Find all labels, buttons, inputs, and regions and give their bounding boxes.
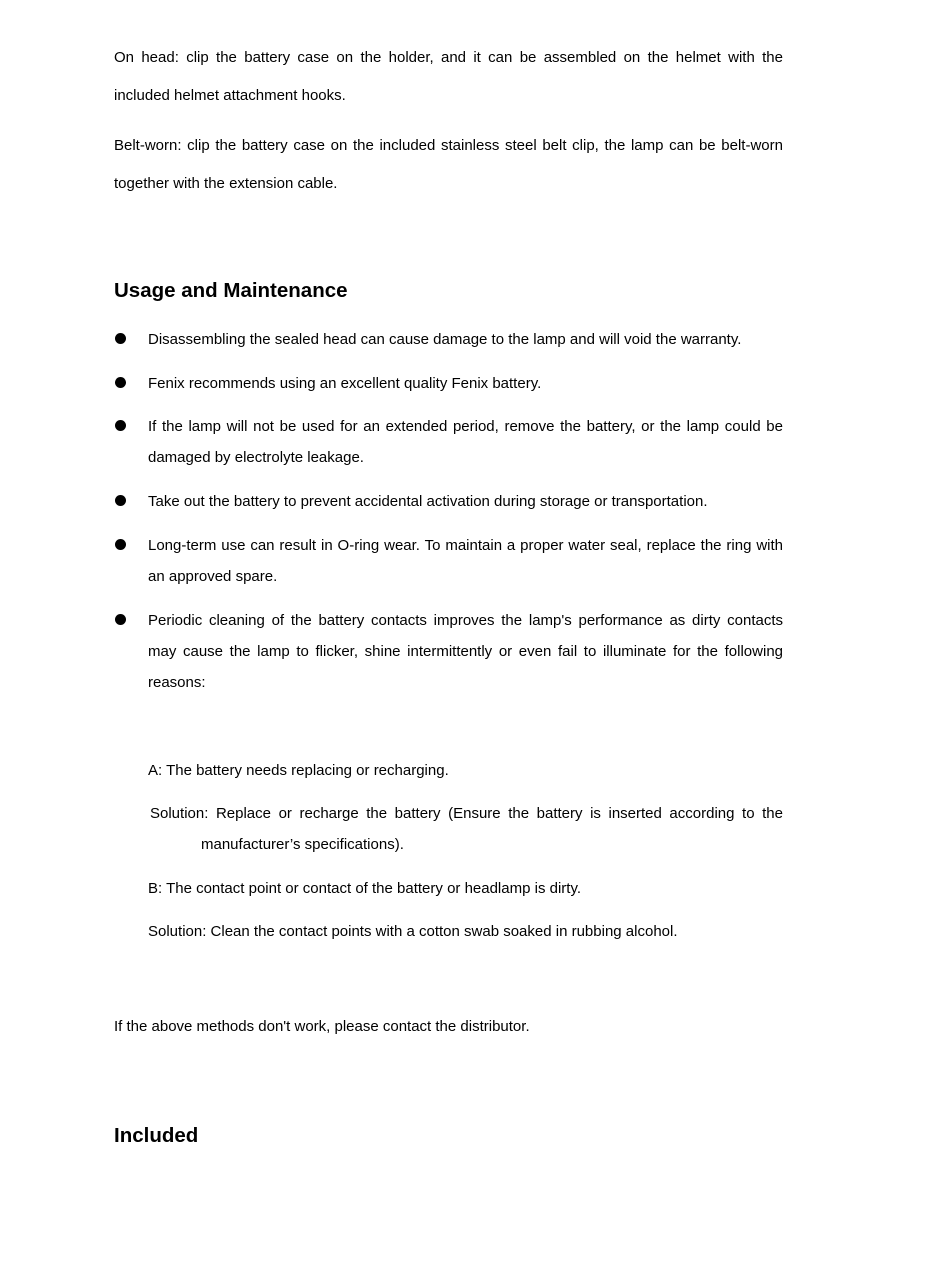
solution-a-line-1: Solution: Replace or recharge the battery (Ensure the battery is inserted according to the (150, 805, 783, 822)
reason-b: B: The contact point or contact of the battery or headlamp is dirty. (148, 880, 582, 897)
bullet-icon (115, 495, 126, 506)
bullet-icon (115, 333, 126, 344)
belt-worn-paragraph: Belt-worn: clip the battery case on the included stainless steel belt clip, the lamp can be belt-worn together with the extension cable. (114, 137, 783, 192)
solution-a-line-2: manufacturer’s specifications). (201, 836, 404, 853)
list-item-text: Disassembling the sealed head can cause damage to the lamp and will void the warranty. (148, 331, 742, 348)
solution-a (150, 798, 783, 860)
bullet-icon (115, 539, 126, 550)
solution-b: Solution: Clean the contact points with a cotton swab soaked in rubbing alcohol. (148, 923, 678, 940)
reason-a: A: The battery needs replacing or recharging. (148, 762, 449, 779)
list-item-text: Take out the battery to prevent accidental activation during storage or transportation. (148, 493, 708, 510)
list-item-text: If the lamp will not be used for an extended period, remove the battery, or the lamp could be damaged by electrolyte leakage. (148, 418, 783, 466)
list-item-text: Periodic cleaning of the battery contacts improves the lamp's performance as dirty contacts may cause the lamp to flicker, shine intermittently or even fail to illuminate for the following reasons: (148, 612, 783, 691)
on-head-paragraph: On head: clip the battery case on the holder, and it can be assembled on the helmet with the included helmet attachment hooks. (114, 49, 783, 104)
included-heading: Included (114, 1124, 199, 1147)
closing-paragraph: If the above methods don't work, please contact the distributor. (114, 1018, 530, 1035)
usage-maintenance-heading: Usage and Maintenance (114, 279, 348, 302)
list-item-text: Fenix recommends using an excellent quality Fenix battery. (148, 375, 542, 392)
bullet-icon (115, 420, 126, 431)
list-item-text: Long-term use can result in O-ring wear. To maintain a proper water seal, replace the ring with an approved spare. (148, 537, 783, 585)
bullet-icon (115, 614, 126, 625)
bullet-icon (115, 377, 126, 388)
